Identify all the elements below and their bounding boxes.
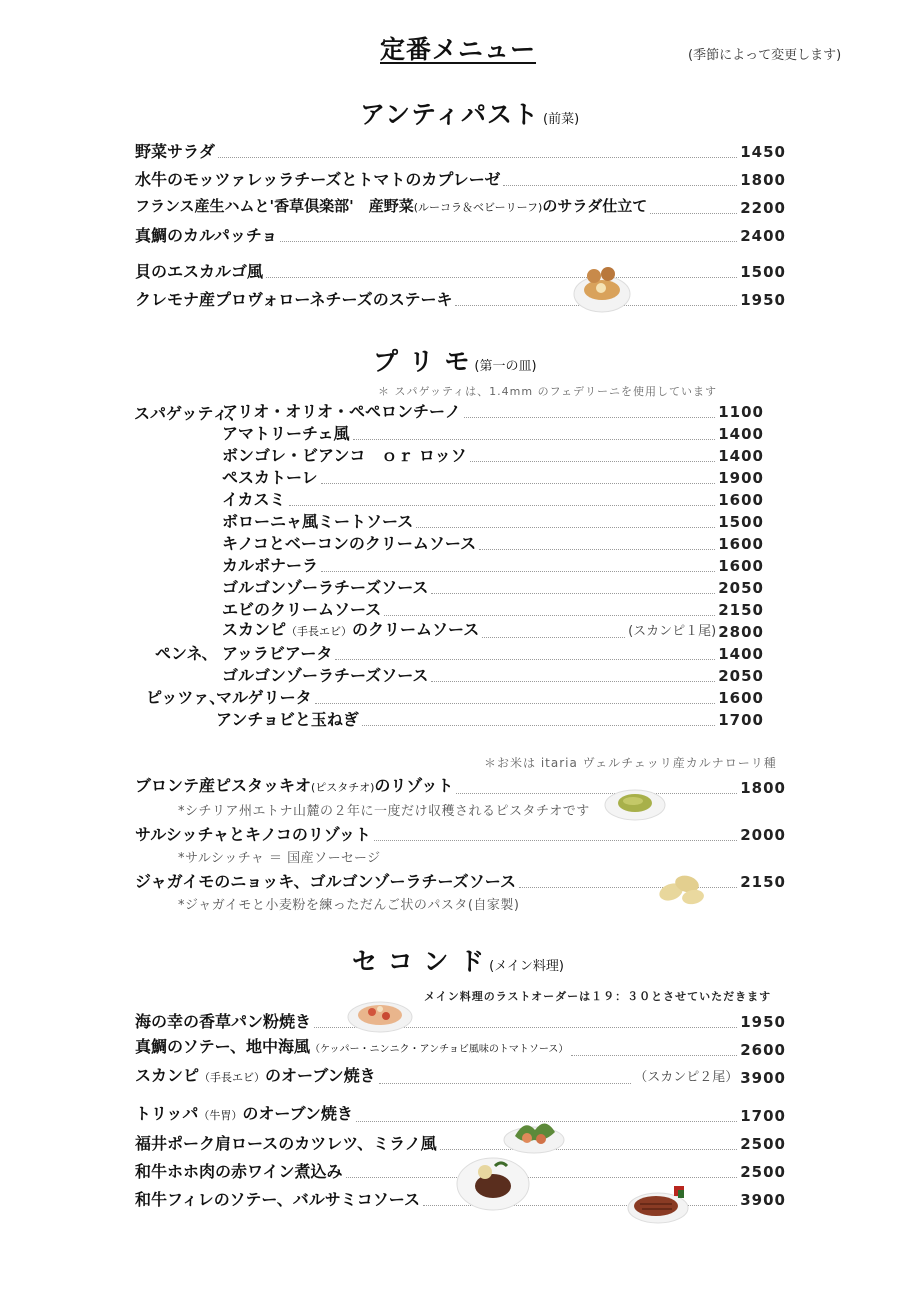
antipasto-item bbox=[135, 260, 786, 282]
dot-leader bbox=[470, 460, 716, 462]
item-price: 1600 bbox=[718, 491, 764, 509]
item-description: *シチリア州エトナ山麓の２年に一度だけ収穫されるピスタチオです bbox=[178, 804, 590, 819]
item-name: 和牛フィレのソテー、バルサミコソース bbox=[135, 1190, 420, 1209]
item-price: 2150 bbox=[740, 873, 786, 891]
item-name-tail: のサラダ仕立て bbox=[542, 197, 648, 215]
item-price: 2200 bbox=[740, 199, 786, 217]
item-name-tail: のオーブン焼き bbox=[265, 1066, 376, 1085]
item-price: 1400 bbox=[718, 645, 764, 663]
risotto-item bbox=[135, 823, 786, 845]
item-name: 福井ポーク肩ロースのカツレツ、ミラノ風 bbox=[135, 1134, 437, 1153]
item-name bbox=[135, 1104, 353, 1126]
item-name-small: (ピスタチオ) bbox=[311, 781, 375, 794]
secondo-item bbox=[135, 1132, 786, 1154]
steak-photo bbox=[626, 1182, 690, 1226]
dot-leader bbox=[335, 658, 715, 660]
secondo-subtitle: (メイン料理) bbox=[489, 959, 565, 974]
primo-title-text: プ リ モ bbox=[373, 347, 471, 376]
item-name: 真鯛のカルパッチョ bbox=[135, 226, 278, 245]
pizza-prefix: ピッツァ、 bbox=[146, 688, 226, 707]
item-name: カルボナーラ bbox=[222, 556, 319, 575]
item-price: 3900 bbox=[740, 1191, 786, 1209]
dot-leader bbox=[379, 1082, 632, 1084]
item-name-small: （手長エビ） bbox=[199, 1071, 266, 1084]
item-description: *ジャガイモと小麦粉を練っただんご状のパスタ(自家製) bbox=[178, 898, 520, 913]
item-name-main: ブロンテ産ピスタッキオ bbox=[135, 776, 312, 795]
item-name: アンチョビと玉ねぎ bbox=[216, 710, 359, 729]
item-name: 貝のエスカルゴ風 bbox=[135, 262, 264, 281]
penne-prefix: ペンネ、 bbox=[155, 644, 218, 663]
dot-leader bbox=[650, 212, 737, 214]
item-name: アリオ・オリオ・ペペロンチーノ bbox=[222, 402, 461, 421]
primo-title bbox=[373, 342, 537, 378]
secondo-item bbox=[135, 1038, 786, 1060]
item-name: ゴルゴンゾーラチーズソース bbox=[222, 666, 429, 685]
dot-leader bbox=[571, 1054, 737, 1056]
item-price: 2800 bbox=[718, 623, 764, 641]
primo-item bbox=[222, 510, 764, 532]
secondo-title-text: セ コ ン ド bbox=[352, 947, 486, 976]
secondo-title bbox=[352, 942, 564, 978]
antipasto-title bbox=[360, 95, 579, 131]
secondo-item bbox=[135, 1010, 786, 1032]
item-name: 和牛ホホ肉の赤ワイン煮込み bbox=[135, 1162, 343, 1181]
secondo-item bbox=[135, 1066, 786, 1088]
dot-leader bbox=[503, 184, 737, 186]
primo-item bbox=[222, 444, 764, 466]
primo-item bbox=[222, 620, 764, 642]
menu-title: 定番メニュー bbox=[380, 35, 537, 64]
item-price: 2600 bbox=[740, 1041, 786, 1059]
item-name bbox=[222, 620, 479, 642]
item-price: 2500 bbox=[740, 1163, 786, 1181]
dot-leader bbox=[440, 1148, 738, 1150]
dot-leader bbox=[431, 592, 715, 594]
risotto-item bbox=[135, 776, 786, 798]
item-name: ボンゴレ・ビアンコ ｏｒ ロッソ bbox=[222, 446, 467, 465]
item-name: クレモナ産プロヴォローネチーズのステーキ bbox=[135, 290, 453, 309]
item-name: ゴルゴンゾーラチーズソース bbox=[222, 578, 429, 597]
antipasto-subtitle: (前菜) bbox=[543, 112, 580, 127]
dot-leader bbox=[289, 504, 716, 506]
item-name-small: (ルーコラ＆ベビーリーフ) bbox=[413, 201, 543, 214]
dot-leader bbox=[384, 614, 715, 616]
tripe-salad-photo bbox=[501, 1112, 567, 1156]
item-price: 1600 bbox=[718, 535, 764, 553]
antipasto-item bbox=[135, 196, 786, 218]
item-name-main: フランス産生ハムと'香草倶楽部' 産野菜 bbox=[135, 197, 414, 215]
primo-item bbox=[222, 642, 764, 664]
item-price: 1400 bbox=[718, 447, 764, 465]
primo-item bbox=[222, 598, 764, 620]
menu-season-note: (季節によって変更します) bbox=[688, 48, 842, 63]
item-name: アマトリーチェ風 bbox=[222, 424, 350, 443]
item-price: 1600 bbox=[718, 689, 764, 707]
dot-leader bbox=[479, 548, 715, 550]
pistachio-risotto-photo bbox=[603, 783, 667, 823]
item-portion-note: （スカンピ２尾） bbox=[634, 1070, 739, 1085]
item-price: 2400 bbox=[740, 227, 786, 245]
item-name bbox=[135, 1066, 376, 1088]
item-price: 1950 bbox=[740, 1013, 786, 1031]
dot-leader bbox=[346, 1176, 738, 1178]
primo-subtitle: (第一の皿) bbox=[474, 359, 537, 374]
antipasto-title-text: アンティパスト bbox=[360, 100, 540, 129]
item-name: 野菜サラダ bbox=[135, 142, 215, 161]
item-portion-note: (スカンピ１尾) bbox=[628, 624, 717, 639]
item-name: アッラビアータ bbox=[222, 644, 333, 663]
item-name: 海の幸の香草パン粉焼き bbox=[135, 1012, 312, 1031]
item-name: キノコとベーコンのクリームソース bbox=[222, 534, 477, 553]
item-price: 2050 bbox=[718, 667, 764, 685]
item-name bbox=[135, 1037, 568, 1060]
item-price: 3900 bbox=[740, 1069, 786, 1087]
dot-leader bbox=[218, 156, 737, 158]
item-price: 1100 bbox=[718, 403, 764, 421]
item-name bbox=[135, 776, 453, 798]
item-name-small: （牛胃） bbox=[198, 1109, 243, 1122]
primo-item bbox=[216, 708, 764, 730]
item-price: 1600 bbox=[718, 557, 764, 575]
dot-leader bbox=[482, 636, 625, 638]
item-price: 1900 bbox=[718, 469, 764, 487]
item-price: 2050 bbox=[718, 579, 764, 597]
item-name-small: （ケッパー・ニンニク・アンチョビ風味のトマトソース） bbox=[310, 1044, 569, 1055]
item-name: 水牛のモッツァレッラチーズとトマトのカプレーゼ bbox=[135, 170, 501, 189]
antipasto-item bbox=[135, 168, 786, 190]
item-name-tail: のリゾット bbox=[374, 776, 454, 795]
dot-leader bbox=[456, 792, 737, 794]
item-price: 1500 bbox=[718, 513, 764, 531]
primo-item bbox=[222, 422, 764, 444]
item-price: 1400 bbox=[718, 425, 764, 443]
item-name: マルゲリータ bbox=[216, 688, 312, 707]
antipasto-item bbox=[135, 140, 786, 162]
item-name-small: （手長エビ） bbox=[286, 625, 353, 638]
item-name: サルシッチャとキノコのリゾット bbox=[135, 825, 371, 844]
item-name-tail: のオーブン焼き bbox=[242, 1104, 353, 1123]
dot-leader bbox=[362, 724, 715, 726]
item-name-tail: のクリームソース bbox=[352, 620, 480, 639]
primo-item bbox=[222, 664, 764, 686]
primo-item bbox=[222, 488, 764, 510]
dot-leader bbox=[280, 240, 737, 242]
item-price: 1800 bbox=[740, 171, 786, 189]
spaghetti-prefix: スパゲッティ、 bbox=[134, 404, 245, 423]
item-name: イカスミ bbox=[222, 490, 286, 509]
item-price: 1700 bbox=[740, 1107, 786, 1125]
dot-leader bbox=[266, 276, 737, 278]
dot-leader bbox=[315, 702, 716, 704]
gnocchi-photo bbox=[655, 870, 707, 908]
item-price: 2500 bbox=[740, 1135, 786, 1153]
item-name-main: 真鯛のソテー、地中海風 bbox=[135, 1037, 311, 1056]
stew-dish-photo bbox=[455, 1152, 531, 1212]
primo-item bbox=[222, 466, 764, 488]
item-price: 1700 bbox=[718, 711, 764, 729]
dot-leader bbox=[321, 482, 716, 484]
item-price: 2000 bbox=[740, 826, 786, 844]
item-name-main: トリッパ bbox=[135, 1104, 199, 1123]
dot-leader bbox=[464, 416, 716, 418]
item-name: ジャガイモのニョッキ、ゴルゴンゾーラチーズソース bbox=[135, 872, 516, 891]
rice-note: ＊お米は itaria ヴェルチェッリ産カルナローリ種 bbox=[484, 756, 777, 770]
item-name: ペスカトーレ bbox=[222, 468, 318, 487]
escargot-dish-photo bbox=[572, 262, 632, 314]
dot-leader bbox=[416, 526, 715, 528]
item-price: 1800 bbox=[740, 779, 786, 797]
last-order-note: メイン料理のラストオーダーは１９：３０とさせていただきます bbox=[424, 990, 772, 1003]
primo-item bbox=[222, 576, 764, 598]
primo-item bbox=[216, 686, 764, 708]
antipasto-item bbox=[135, 224, 786, 246]
primo-item bbox=[222, 554, 764, 576]
secondo-item bbox=[135, 1104, 786, 1126]
primo-spaghetti-note: ＊ スパゲッティは、1.4mm のフェデリーニを使用しています bbox=[378, 385, 718, 398]
dot-leader bbox=[431, 680, 715, 682]
dot-leader bbox=[374, 839, 737, 841]
item-name-main: スカンピ bbox=[222, 620, 287, 639]
item-name: ボローニャ風ミートソース bbox=[222, 512, 414, 531]
primo-item bbox=[222, 532, 764, 554]
antipasto-item bbox=[135, 288, 786, 310]
item-name-main: スカンピ bbox=[135, 1066, 200, 1085]
item-price: 1450 bbox=[740, 143, 786, 161]
item-name: エビのクリームソース bbox=[222, 600, 382, 619]
primo-item bbox=[222, 400, 764, 422]
item-price: 2150 bbox=[718, 601, 764, 619]
item-description: *サルシッチャ ＝ 国産ソーセージ bbox=[178, 851, 381, 866]
seafood-gratin-photo bbox=[346, 995, 414, 1035]
dot-leader bbox=[353, 438, 716, 440]
dot-leader bbox=[321, 570, 715, 572]
item-price: 1950 bbox=[740, 291, 786, 309]
item-price: 1500 bbox=[740, 263, 786, 281]
item-name bbox=[135, 196, 647, 218]
